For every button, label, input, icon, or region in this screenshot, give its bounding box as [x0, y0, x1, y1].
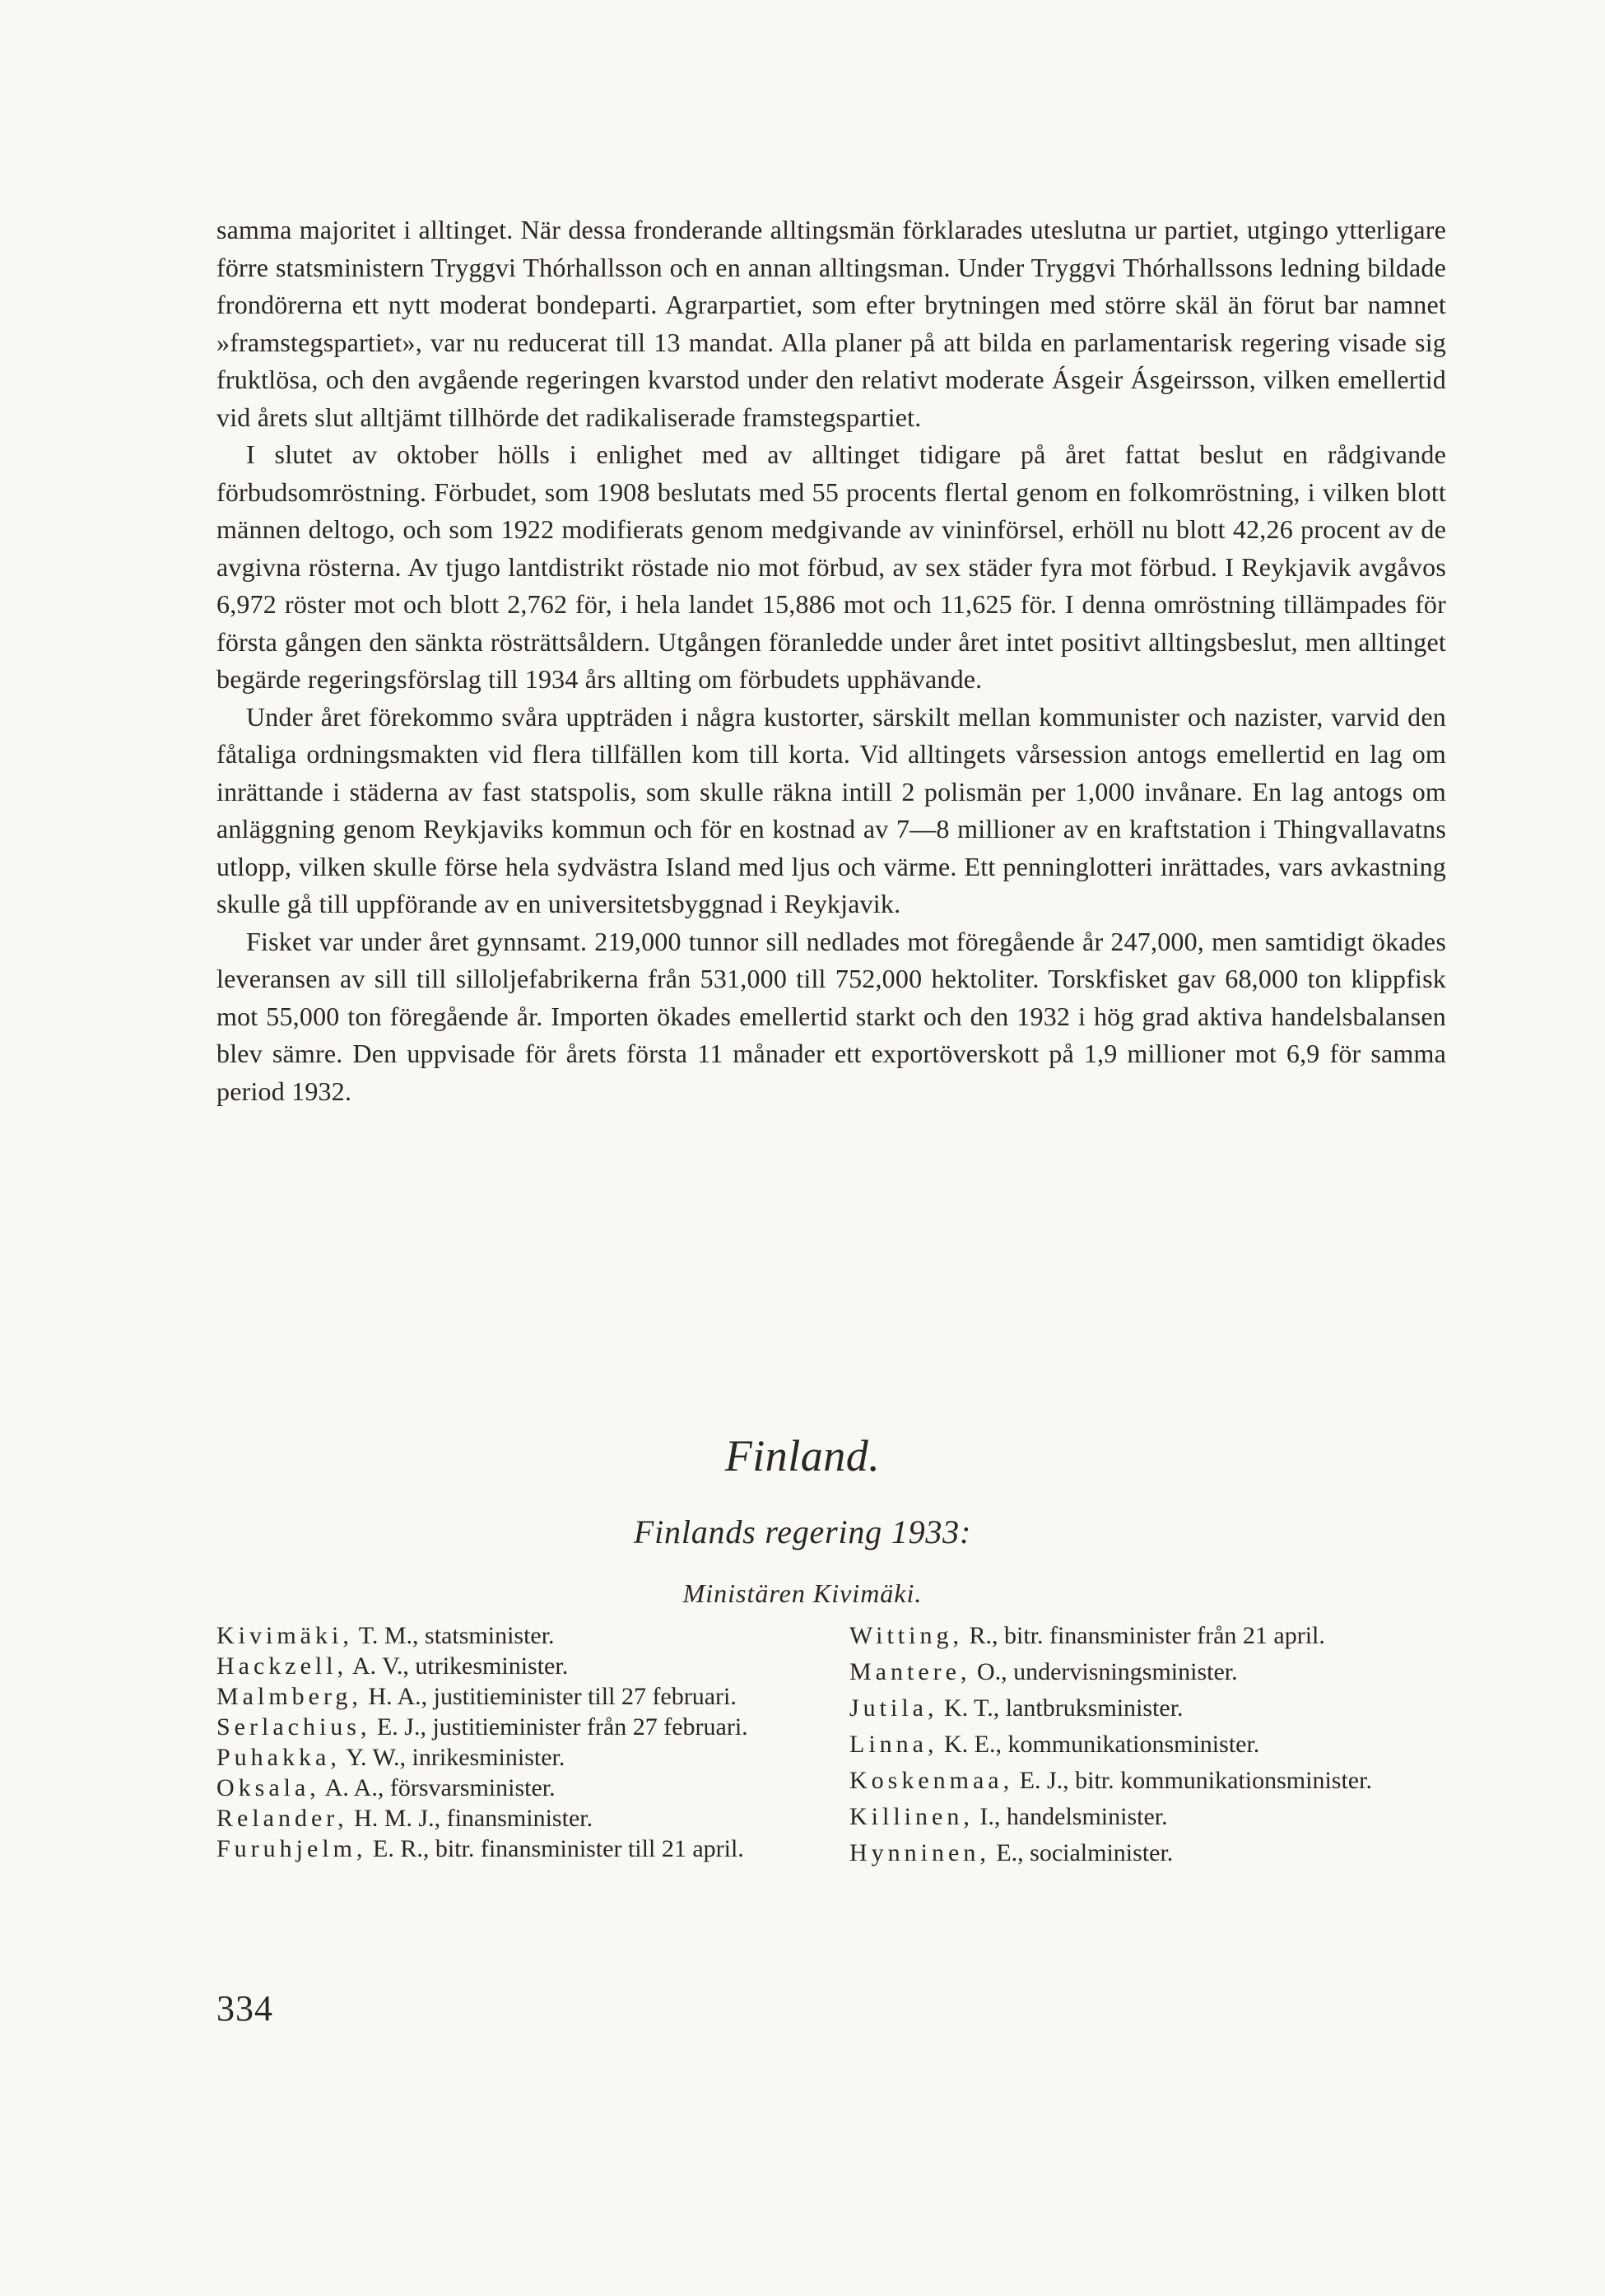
minister-entry	[849, 1694, 1454, 1722]
minister-role: Y. W., inrikesminister.	[340, 1744, 565, 1771]
minister-name: Furuhjelm,	[216, 1835, 367, 1862]
minister-role: H. M. J., finansminister.	[347, 1805, 593, 1832]
minister-role: A. A., försvarsminister.	[319, 1774, 556, 1801]
ministers-right-column	[849, 1621, 1454, 1875]
minister-role: T. M., statsminister.	[352, 1622, 555, 1649]
minister-role: A. V., utrikesminister.	[347, 1652, 569, 1680]
minister-entry	[216, 1652, 809, 1680]
minister-entry	[216, 1834, 809, 1863]
minister-name: Jutila,	[849, 1694, 938, 1722]
minister-name: Hackzell,	[216, 1652, 348, 1680]
cabinet-title: Ministären Kivimäki.	[682, 1578, 923, 1608]
minister-role: O., undervisningsminister.	[970, 1658, 1238, 1685]
minister-name: Witting,	[849, 1622, 963, 1649]
minister-name: Oksala,	[216, 1774, 320, 1801]
minister-role: E., socialminister.	[989, 1839, 1174, 1866]
minister-name: Hynninen,	[849, 1839, 990, 1866]
minister-entry	[849, 1802, 1454, 1831]
minister-name: Killinen,	[849, 1803, 974, 1830]
minister-role: K. E., kommunikationsminister.	[937, 1731, 1260, 1758]
minister-entry	[216, 1743, 809, 1772]
minister-entry	[216, 1804, 809, 1833]
minister-entry	[216, 1682, 809, 1711]
minister-entry	[849, 1621, 1454, 1650]
minister-role: I., handelsminister.	[973, 1803, 1168, 1830]
minister-entry	[216, 1621, 809, 1650]
minister-entry	[849, 1657, 1454, 1686]
minister-role: R., bitr. finansminister från 21 april.	[962, 1622, 1325, 1649]
paragraph: I slutet av oktober hölls i enlighet med av alltinget tidigare på året fattat beslut en rådgivande förbudsomröstning. Förbudet, som 1908 beslutats med 55 procents flertal genom en folkomröstning, i vilken blott männen deltogo, och som 1922 modifierats genom medgivande av vininförsel, erhöll nu blott 42,26 procent av de avgivna rösterna. Av tjugo lantdistrikt röstade nio mot förbud, av sex städer fyra mot förbud. I Reykjavik avgåvos 6,972 röster mot och blott 2,762 för, i hela landet 15,886 mot och 11,625 för. I denna omröstning tillämpades för första gången den sänkta rösträttsåldern. Utgången föranledde under året intet positivt alltingsbeslut, men alltinget begärde regeringsförslag till 1934 års allting om förbudets upphävande.	[216, 439, 1446, 694]
minister-name: Mantere,	[849, 1658, 971, 1685]
minister-entry	[216, 1773, 809, 1802]
minister-role: E. R., bitr. finansminister till 21 april.	[366, 1835, 744, 1862]
paragraph: samma majoritet i alltinget. När dessa fronderande alltingsmän förklarades uteslutna ur partiet, utgingo ytterligare förre statsministern Tryggvi Thórhallsson och en annan alltingsman. Under Tryggvi Thórhallssons ledning bildade frondörerna ett nytt moderat bondeparti. Agrarpartiet, som efter brytningen med större skäl än förut bar namnet »framstegspartiet», var nu reducerat till 13 mandat. Alla planer på att bilda en parlamentarisk regering visade sig fruktlösa, och den avgående regeringen kvarstod under den relativt moderate Ásgeir Ásgeirsson, vilken emellertid vid årets slut alltjämt tillhörde det radikaliserade framstegspartiet.	[216, 215, 1446, 432]
minister-name: Kivimäki,	[216, 1622, 353, 1649]
paragraph: Under året förekommo svåra uppträden i några kustorter, särskilt mellan kommunister och nazister, varvid den fåtaliga ordningsmakten vid flera tillfällen kom till korta. Vid alltingets vårsession antogs emellertid en lag om inrättande i städerna av fast statspolis, som skulle räkna intill 2 polismän per 1,000 invånare. En lag antogs om anläggning genom Reykjaviks kommun och för en kostnad av 7—8 millioner av en kraftstation i Thingvallavatns utlopp, vilken skulle förse hela sydvästra Island med ljus och värme. Ett penninglotteri inrättades, vars avkastning skulle gå till uppförande av en universitetsbyggnad i Reykjavik.	[216, 701, 1446, 918]
minister-entry	[849, 1730, 1454, 1759]
minister-name: Relander,	[216, 1805, 348, 1832]
minister-name: Puhakka,	[216, 1744, 341, 1771]
ministers-left-column	[216, 1621, 809, 1865]
page-number: 334	[216, 1988, 273, 2029]
body-text	[216, 211, 1446, 1110]
minister-name: Malmberg,	[216, 1683, 362, 1710]
minister-role: H. A., justitieminister till 27 februari.	[361, 1683, 737, 1710]
government-title: Finlands regering 1933:	[633, 1513, 972, 1550]
minister-name: Serlachius,	[216, 1713, 371, 1741]
minister-role: E. J., justitieminister från 27 februari.	[370, 1713, 748, 1741]
paragraph: Fisket var under året gynnsamt. 219,000 tunnor sill nedlades mot föregående år 247,000, men samtidigt ökades leveransen av sill till silloljefabrikerna från 531,000 till 752,000 hektoliter. Torskfisket gav 68,000 ton klippfisk mot 55,000 ton föregående år. Importen ökades emellertid starkt och den 1932 i hög grad aktiva handelsbalansen blev sämre. Den uppvisade för årets första 11 månader ett exportöverskott på 1,9 millioner mot 6,9 för samma period 1932.	[216, 926, 1446, 1106]
minister-role: K. T., lantbruksminister.	[937, 1694, 1184, 1722]
section-title: Finland.	[724, 1431, 881, 1480]
minister-name: Koskenmaa,	[849, 1767, 1014, 1794]
minister-entry	[849, 1766, 1454, 1795]
minister-entry	[216, 1713, 809, 1741]
minister-role: E. J., bitr. kommunikationsminister.	[1013, 1767, 1372, 1794]
minister-name: Linna,	[849, 1731, 938, 1758]
minister-entry	[849, 1838, 1454, 1867]
